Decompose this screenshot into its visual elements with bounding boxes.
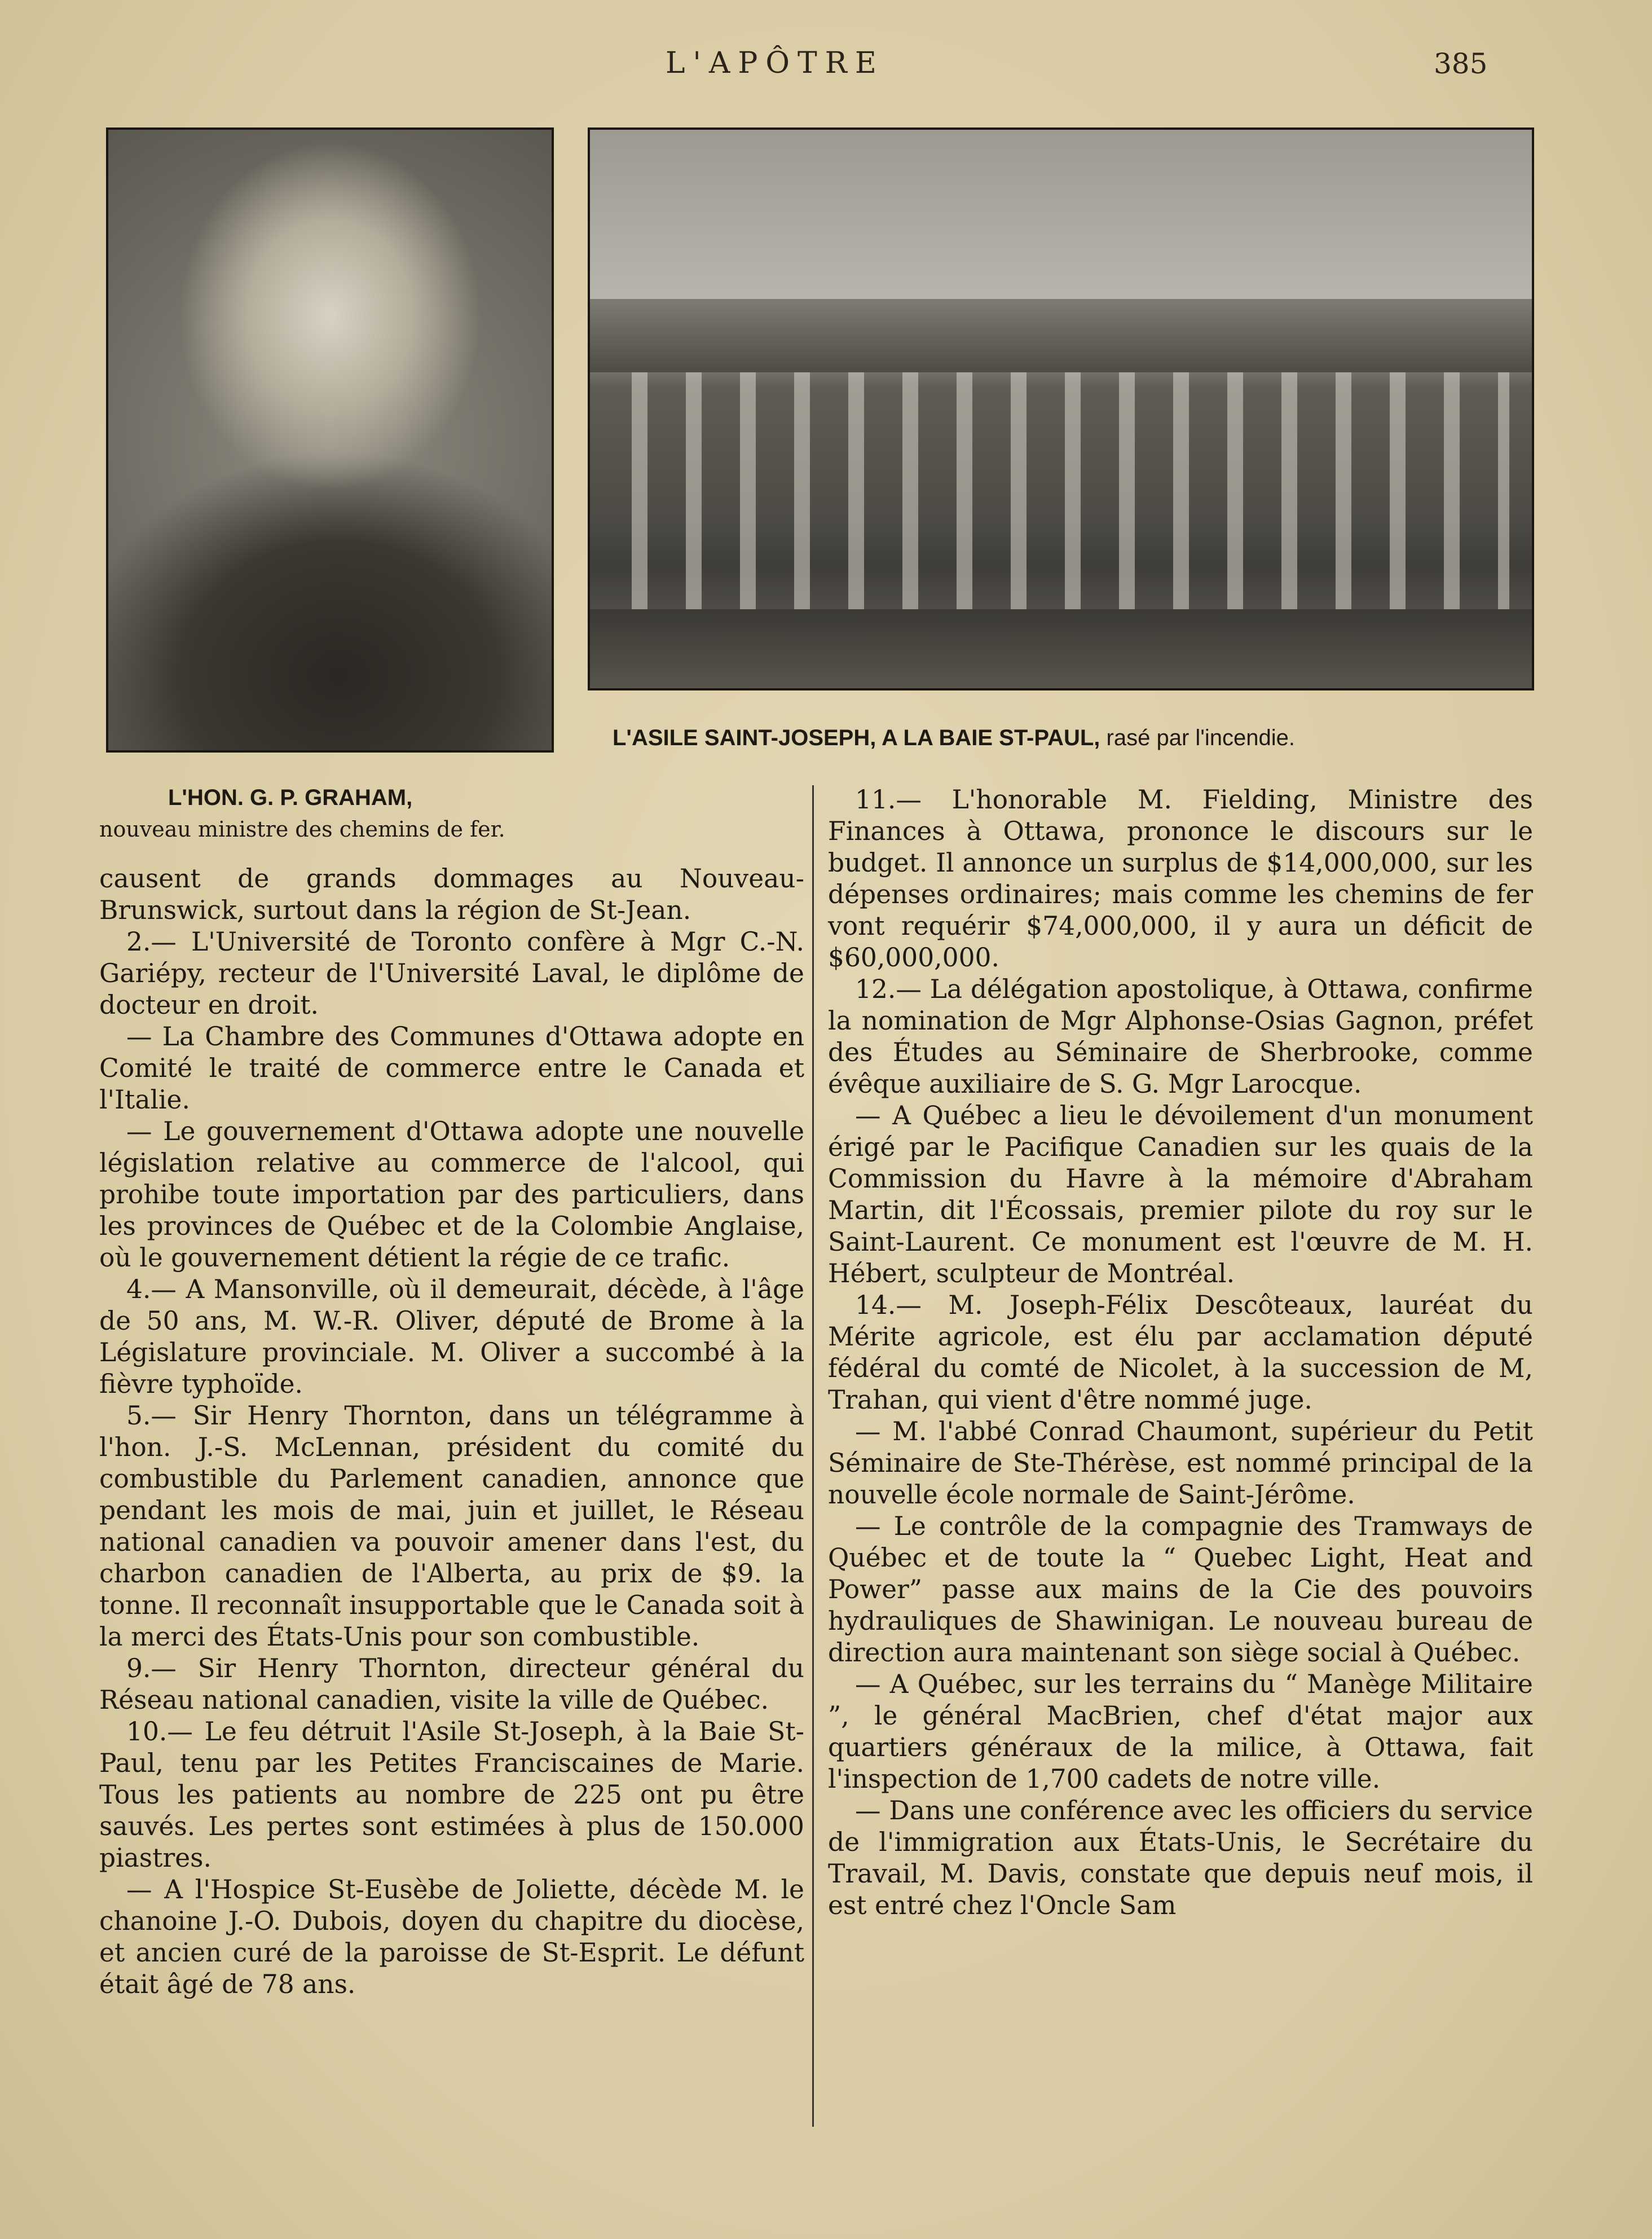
paragraph: 12.— La délégation apostolique, à Ottawa, confirme la nomination de Mgr Alphonse-Osias Gagnon, préfet des Études au Séminaire de Sherbrooke, comme évêque auxiliaire de S. G. Mgr Larocque.: [828, 974, 1533, 1099]
paragraph: 9.— Sir Henry Thornton, directeur général du Réseau national canadien, visite la ville de Québec.: [99, 1653, 804, 1715]
building-ground: [590, 609, 1532, 688]
building-roof: [590, 299, 1532, 372]
portrait-caption-name: L'HON. G. P. GRAHAM,: [168, 785, 413, 810]
paragraph: 11.— L'honorable M. Fielding, Ministre des Finances à Ottawa, prononce le discours sur le budget. Il annonce un surplus de $14,000,000, sur les dépenses ordinaires; mais comme les chemins de fer vont requérir $74,000,000, il y aura un déficit de $60,000,000.: [828, 785, 1533, 973]
paragraph: — A l'Hospice St-Eusèbe de Joliette, décède M. le chanoine J.-O. Dubois, doyen du chapitre du diocèse, et ancien curé de la paroisse de St-Esprit. Le défunt était âgé de 78 ans.: [99, 1875, 804, 1999]
paragraph: — Le contrôle de la compagnie des Tramways de Québec et de toute la “ Quebec Light, Heat and Power” passe aux mains de la Cie des pouvoirs hydrauliques de Shawinigan. Le nouveau bureau de direction aura maintenant son siège social à Québec.: [828, 1511, 1533, 1668]
paragraph: 10.— Le feu détruit l'Asile St-Joseph, à la Baie St-Paul, tenu par les Petites Franciscaines de Marie. Tous les patients au nombre de 225 ont pu être sauvés. Les pertes sont estimées à plus de 150.000 piastres.: [99, 1717, 804, 1873]
column-divider: [812, 785, 814, 2127]
building-caption: [613, 725, 1295, 751]
running-title: L'APÔTRE: [666, 46, 884, 80]
building-caption-rest: rasé par l'incendie.: [1100, 725, 1296, 750]
paragraph: — Le gouvernement d'Ottawa adopte une nouvelle législation relative au commerce de l'alcool, qui prohibe toute importation par des particuliers, dans les provinces de Québec et de la Colombie Anglaise, où le gouvernement détient la régie de ce trafic.: [99, 1116, 804, 1273]
paragraph: causent de grands dommages au Nouveau-Brunswick, surtout dans la région de St-Jean.: [99, 864, 804, 925]
paragraph: — La Chambre des Communes d'Ottawa adopte en Comité le traité de commerce entre le Canada et l'Italie.: [99, 1022, 804, 1115]
portrait-caption-role: nouveau ministre des chemins de fer.: [99, 817, 505, 842]
page-number: 385: [1434, 47, 1488, 80]
paragraph: 5.— Sir Henry Thornton, dans un télégramme à l'hon. J.-S. McLennan, président du comité du combustible du Parlement canadien, annonce que pendant les mois de mai, juin et juillet, le Réseau national canadien va pouvoir amener dans l'est, du charbon canadien de l'Alberta, au prix de $9. la tonne. Il reconnaît insupportable que le Canada soit à la merci des États-Unis pour son combustible.: [99, 1401, 804, 1652]
paragraph: 4.— A Mansonville, où il demeurait, décède, à l'âge de 50 ans, M. W.-R. Oliver, député de Brome à la Législature provinciale. M. Oliver a succombé à la fièvre typhoïde.: [99, 1274, 804, 1399]
paragraph: — M. l'abbé Conrad Chaumont, supérieur du Petit Séminaire de Ste-Thérèse, est nommé principal de la nouvelle école normale de Saint-Jérôme.: [828, 1417, 1533, 1510]
paragraph: — A Québec a lieu le dévoilement d'un monument érigé par le Pacifique Canadien sur les quais de la Commission du Havre à la mémoire d'Abraham Martin, dit l'Écossais, premier pilote du roy sur le Saint-Laurent. Ce monument est l'œuvre de M. H. Hébert, sculpteur de Montréal.: [828, 1101, 1533, 1288]
portrait-photo: [106, 127, 554, 753]
building-photo: [588, 127, 1534, 690]
building-windows: [613, 372, 1509, 609]
paragraph: — Dans une conférence avec les officiers du service de l'immigration aux États-Unis, le Secrétaire du Travail, M. Davis, constate que depuis neuf mois, il est entré chez l'Oncle Sam: [828, 1796, 1533, 1920]
left-column: [99, 863, 804, 2000]
paragraph: 2.— L'Université de Toronto confère à Mgr C.-N. Gariépy, recteur de l'Université Laval, le diplôme de docteur en droit.: [99, 927, 804, 1020]
paragraph: 14.— M. Joseph-Félix Descôteaux, lauréat du Mérite agricole, est élu par acclamation député fédéral du comté de Nicolet, à la succession de M, Trahan, qui vient d'être nommé juge.: [828, 1290, 1533, 1415]
building-caption-bold: L'ASILE SAINT-JOSEPH, A LA BAIE ST-PAUL,: [613, 725, 1100, 750]
paragraph: — A Québec, sur les terrains du “ Manège Militaire ”, le général MacBrien, chef d'état major aux quartiers généraux de la milice, à Ottawa, fait l'inspection de 1,700 cadets de notre ville.: [828, 1669, 1533, 1794]
right-column: [828, 784, 1533, 1921]
